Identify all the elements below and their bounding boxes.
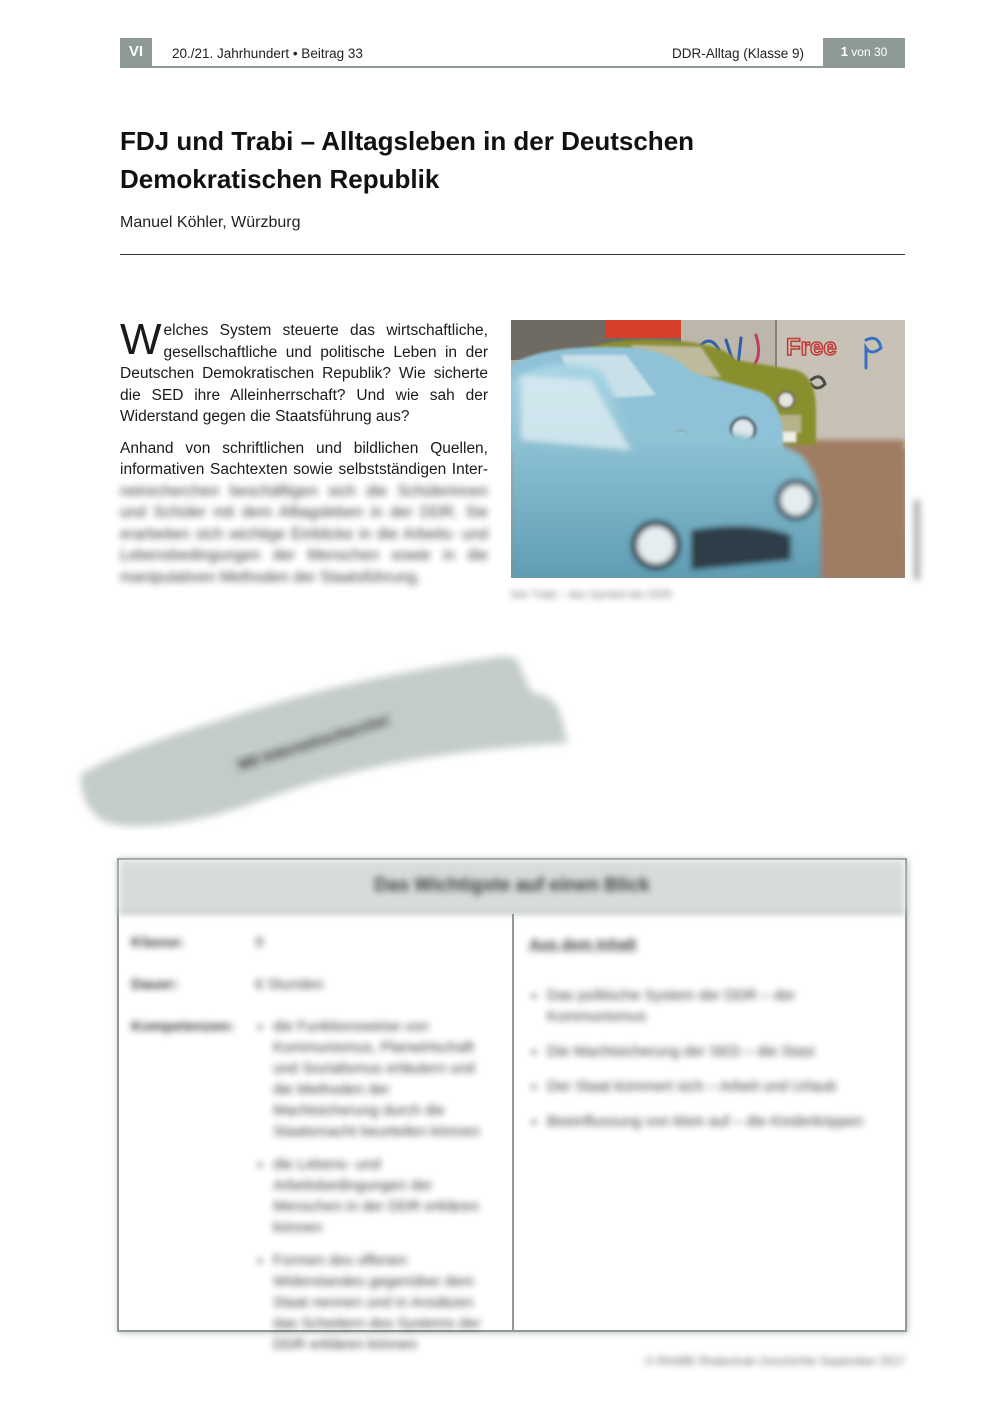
duration-label: Dauer:: [131, 976, 179, 993]
copyright-footer: © RAABE Realschule Geschichte September 2017: [645, 1356, 905, 1368]
page-title: FDJ und Trabi – Alltagsleben in der Deutschen Demokratischen Republik: [120, 126, 695, 194]
intro-text: [120, 315, 488, 598]
content-title: Aus dem Inhalt: [529, 936, 637, 953]
intro-p1-text: elches System steuerte das wirtschaftliche, gesellschaftliche und politische Leben in der Deutschen Demokratischen Republik? Wie sicherte die SED ihre Alleinherrschaft? Und wie sah der Widerstand gegen die Staatsführung aus?: [120, 322, 488, 425]
intro-p2-blurred: netrecherchen beschäftigen sich die Schülerinnen und Schüler mit dem Alltagsleben in der DDR. Sie erarbeiten sich wichtige Einblicke in die Arbeits- und Lebensbedingungen der Menschen sowie in die manipulativen Methoden der Staatsführung.: [120, 482, 488, 586]
photo-caption: Der Trabi – das Symbol der DDR: [511, 589, 672, 601]
intro-paragraph-1: [120, 315, 488, 428]
content-item: • Das politische System der DDR – der Kommunismus: [547, 985, 889, 1027]
intro-p2-visible: Anhand von schriftlichen und bildlichen Quellen, informativen Sachtexten sowie selbstständigen Inter-: [120, 439, 488, 478]
series-label: 20./21. Jahrhundert • Beitrag 33: [172, 46, 363, 61]
trabant-photo: [511, 320, 905, 578]
content-item: • Beeinflussung von klein auf – die Kinderkrippen: [547, 1111, 889, 1132]
class-label: Klasse:: [131, 934, 185, 951]
page-total: von 30: [851, 45, 888, 59]
trabant-illustration: [511, 320, 905, 578]
competency-item: • Formen des offenen Widerstandes gegenüber dem Staat nennen und in Ansätzen das Scheitern des Systems der DDR erklären können: [273, 1250, 495, 1355]
content-item: • Der Staat kümmert sich – Arbeit und Urlaub: [547, 1076, 889, 1097]
section-badge: VI: [120, 38, 152, 66]
competencies-label: Kompetenzen:: [131, 1018, 235, 1035]
drop-cap: W: [120, 315, 162, 364]
author-line: Manuel Köhler, Würzburg: [120, 214, 301, 231]
photo-credit-mark: [912, 500, 922, 580]
topic-label: DDR-Alltag (Klasse 9): [671, 46, 804, 61]
class-value: 9: [255, 934, 264, 951]
competencies-list: [255, 1016, 495, 1367]
header-rule: [120, 66, 905, 68]
title-divider: [120, 254, 905, 255]
overview-box: [117, 858, 907, 1353]
content-item: • Die Machtsicherung der SED – die Stasi: [547, 1041, 889, 1062]
page-current: 1: [840, 44, 848, 59]
internet-research-banner: [70, 650, 600, 830]
duration-value: 6 Stunden: [255, 976, 324, 993]
banner-text: Mit Internetrecherche!: [236, 711, 392, 774]
page-indicator: [823, 38, 905, 66]
graffiti-text: Free: [786, 334, 837, 361]
competency-item: • die Lebens- und Arbeitsbedingungen der Menschen in der DDR erklären können: [273, 1154, 495, 1238]
content-column: [529, 934, 889, 1146]
intro-paragraph-2: [120, 438, 488, 589]
brush-stroke: [70, 650, 600, 830]
competency-item: • die Funktionsweise von Kommunismus, Planwirtschaft und Sozialismus erläutern und die Methoden der Machtsicherung durch die Staatsmacht beurteilen können: [273, 1016, 495, 1142]
overview-heading: Das Wichtigste auf einen Blick: [119, 860, 905, 914]
overview-column-divider: [512, 914, 514, 1330]
